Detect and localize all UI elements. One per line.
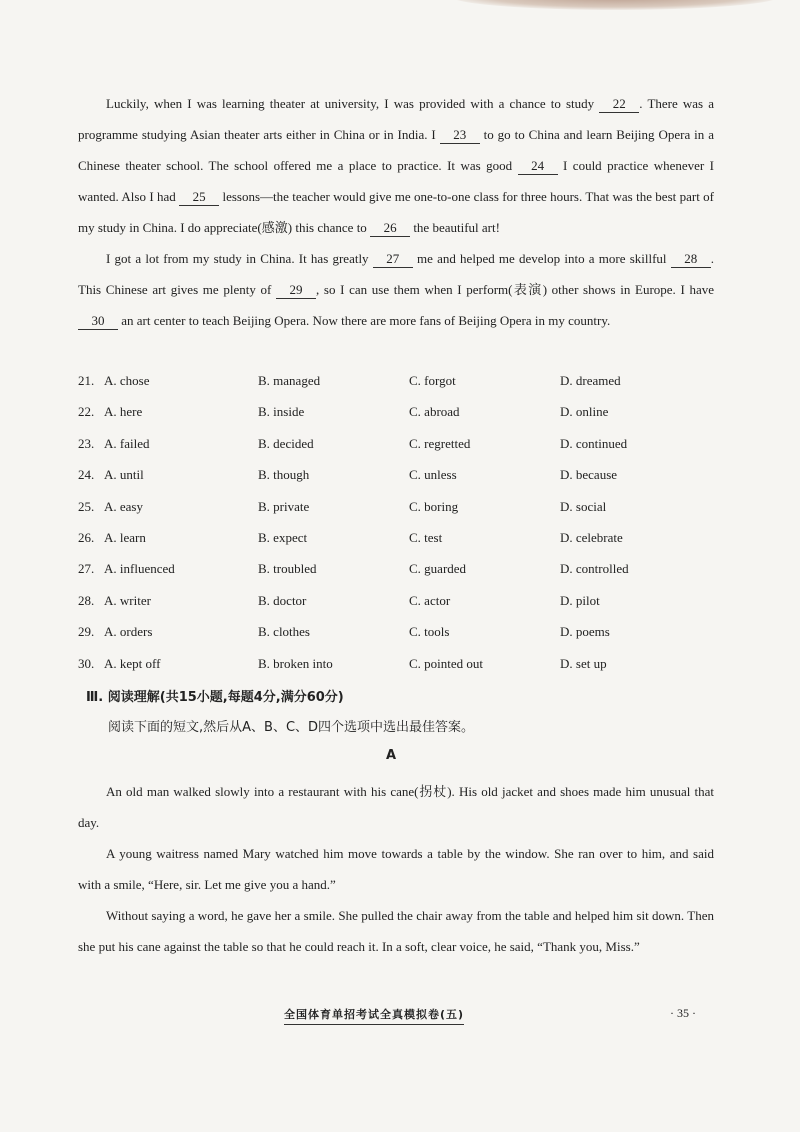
- cloze-text: the beautiful art!: [410, 220, 500, 235]
- option-c: C. guarded: [409, 561, 467, 577]
- option-d: D. dreamed: [560, 373, 621, 388]
- option-d: D. poems: [560, 624, 610, 640]
- question-number: 25.: [78, 498, 95, 514]
- question-number: 23.: [78, 435, 95, 451]
- cloze-passage: [78, 88, 714, 336]
- question-number: 22.: [78, 404, 95, 420]
- cloze-paragraph-2: [78, 243, 714, 336]
- option-a: A. until: [104, 467, 144, 483]
- blank-24: 24: [518, 158, 558, 175]
- passage-a-paragraph-3: Without saying a word, he gave her a smile. She pulled the chair away from the table and helped him sit down. Then she put his cane against the table so that he could reach it. In a soft, clear voice, he said, “Thank you, Miss.”: [78, 908, 714, 954]
- cloze-text: lessons—the teacher would give me one-to-one class for three hours. That was the best part of my study in China. I do appreciate(感激) this chance to: [78, 189, 714, 235]
- passage-label: A: [386, 748, 397, 763]
- option-row: [78, 461, 718, 492]
- option-c: C. forgot: [409, 373, 456, 388]
- option-d: D. because: [560, 467, 618, 483]
- option-a: A. easy: [104, 498, 143, 514]
- option-b: B. doctor: [258, 592, 307, 608]
- option-c: C. unless: [409, 467, 457, 483]
- passage-a-paragraph-2: A young waitress named Mary watched him move towards a table by the window. She ran over to him, and said with a smile, “Here, sir. Let me give you a hand.”: [78, 846, 714, 892]
- question-number: 30.: [78, 655, 95, 671]
- option-d: D. online: [560, 404, 609, 420]
- section-heading: Ⅲ. 阅读理解(共15小题,每题4分,满分60分): [86, 690, 344, 705]
- option-row: [78, 618, 718, 649]
- option-a: A. chose: [104, 373, 150, 388]
- option-c: C. tools: [409, 624, 450, 640]
- passage-a-paragraph-1: An old man walked slowly into a restaurant with his cane(拐杖). His old jacket and shoes made him unusual that day.: [78, 784, 714, 830]
- question-number: 24.: [78, 467, 95, 483]
- cloze-text: , so I can use them when I perform(表演) other shows in Europe. I have: [315, 282, 714, 297]
- option-b: B. inside: [258, 404, 305, 420]
- option-a: A. kept off: [104, 655, 161, 671]
- option-row: [78, 524, 718, 555]
- reading-passage-a: [78, 776, 714, 962]
- option-a: A. failed: [104, 435, 150, 451]
- option-c: C. actor: [409, 592, 451, 608]
- blank-25: 25: [179, 189, 219, 206]
- blank-26: 26: [370, 220, 410, 237]
- question-number: 28.: [78, 592, 95, 608]
- option-row: [78, 650, 718, 681]
- option-b: B. clothes: [258, 624, 310, 640]
- cloze-text: I got a lot from my study in China. It has greatly: [106, 251, 373, 266]
- cloze-paragraph-1: [78, 88, 714, 243]
- option-a: A. orders: [104, 624, 153, 640]
- option-row: [78, 430, 718, 461]
- option-row: [78, 587, 718, 618]
- blank-27: 27: [373, 251, 413, 268]
- question-number: 21.: [78, 373, 95, 388]
- option-a: A. learn: [104, 529, 146, 545]
- cloze-text: me and helped me develop into a more skillful: [412, 251, 671, 266]
- page-number: · 35 ·: [670, 1006, 696, 1020]
- option-d: D. continued: [560, 435, 628, 451]
- option-a: A. influenced: [104, 561, 175, 577]
- blank-30: 30: [78, 313, 118, 330]
- option-a: A. here: [104, 404, 143, 420]
- option-d: D. social: [560, 498, 607, 514]
- option-b: B. troubled: [258, 561, 317, 577]
- option-c: C. regretted: [409, 435, 471, 451]
- section-instruction: 阅读下面的短文,然后从A、B、C、D四个选项中选出最佳答案。: [108, 720, 475, 735]
- option-row: [78, 493, 718, 524]
- option-d: D. celebrate: [560, 529, 623, 545]
- blank-23: 23: [440, 127, 480, 144]
- option-b: B. though: [258, 467, 310, 483]
- answer-options-table: [78, 367, 718, 681]
- footer-title: 全国体育单招考试全真模拟卷(五): [284, 1006, 464, 1025]
- scan-shadow: [450, 0, 780, 10]
- blank-28: 28: [671, 251, 711, 268]
- option-b: B. broken into: [258, 655, 333, 671]
- option-b: B. expect: [258, 529, 308, 545]
- option-d: D. set up: [560, 655, 607, 671]
- option-c: C. test: [409, 529, 443, 545]
- option-b: B. private: [258, 498, 310, 514]
- cloze-text: an art center to teach Beijing Opera. Now there are more fans of Beijing Opera in my country.: [118, 313, 611, 328]
- option-a: A. writer: [104, 592, 151, 608]
- question-number: 29.: [78, 624, 95, 640]
- cloze-text: . There was a programme studying Asian theater arts either in China or in India. I: [78, 96, 714, 142]
- option-c: C. abroad: [409, 404, 460, 420]
- option-row: [78, 555, 718, 586]
- cloze-text: Luckily, when I was learning theater at university, I was provided with a chance to study: [106, 96, 600, 111]
- cloze-text: to go to China and learn Beijing Opera in a Chinese theater school. The school offered me a place to practice. It was good: [78, 127, 714, 173]
- option-c: C. pointed out: [409, 655, 484, 671]
- blank-29: 29: [276, 282, 316, 299]
- option-d: D. controlled: [560, 561, 629, 577]
- cloze-text: I could practice whenever I wanted. Also I had: [78, 158, 714, 204]
- option-b: B. decided: [258, 435, 314, 451]
- option-c: C. boring: [409, 498, 459, 514]
- option-d: D. pilot: [560, 592, 600, 608]
- option-row: [78, 367, 718, 398]
- cloze-text: . This Chinese art gives me plenty of: [78, 251, 714, 297]
- blank-22: 22: [599, 96, 639, 113]
- option-b: B. managed: [258, 373, 321, 388]
- question-number: 27.: [78, 561, 95, 577]
- option-row: [78, 398, 718, 429]
- question-number: 26.: [78, 529, 95, 545]
